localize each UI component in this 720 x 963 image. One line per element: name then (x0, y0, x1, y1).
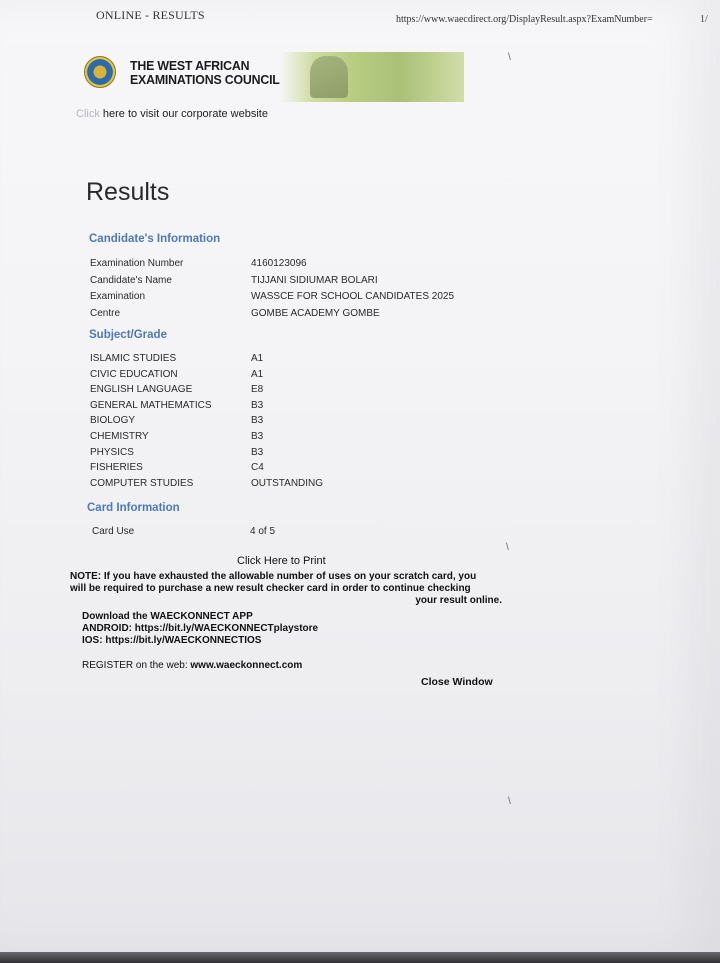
subject-value: C4 (251, 462, 264, 474)
subject-value: E8 (251, 384, 264, 396)
page-title: Results (86, 178, 170, 206)
download-app-title: Download the WAECKONNECT APP (82, 611, 253, 622)
paper-mark: \ (506, 542, 509, 553)
subject-label: CIVIC EDUCATION (90, 368, 178, 380)
logo-banner-image (280, 52, 464, 102)
close-window-button[interactable]: Close Window (421, 676, 493, 688)
print-page-number: 1/ (700, 14, 708, 25)
subject-value: B3 (251, 399, 264, 411)
card-info-heading: Card Information (87, 502, 180, 514)
waec-logo[interactable] (84, 52, 464, 106)
subject-label: ENGLISH LANGUAGE (90, 384, 193, 396)
android-app-link[interactable]: ANDROID: https://bit.ly/WAECKONNECTplaystore (82, 623, 319, 634)
print-link[interactable]: Click Here to Print (237, 555, 326, 567)
subject-grade-heading: Subject/Grade (89, 329, 167, 341)
subject-label: GENERAL MATHEMATICS (90, 399, 212, 411)
logo-title-line1: THE WEST AFRICAN (130, 58, 250, 73)
card-field-label: Card Use (92, 526, 135, 537)
subject-value: OUTSTANDING (251, 477, 324, 489)
candidate-field-value: WASSCE FOR SCHOOL CANDIDATES 2025 (251, 291, 455, 302)
candidate-field-label: Centre (90, 307, 121, 319)
subject-label: ISLAMIC STUDIES (90, 353, 177, 364)
subject-value: B3 (251, 446, 264, 458)
candidate-field-value: TIJJANI SIDIUMAR BOLARI (251, 274, 378, 286)
subject-label: BIOLOGY (90, 415, 136, 427)
register-web-line: REGISTER on the web: www.waeckonnect.com (82, 660, 303, 671)
subject-value: A1 (251, 353, 264, 364)
scratch-card-note: NOTE: If you have exhausted the allowable number of uses on your scratch card, you will be required to purchase a new result checker card in order to continue checking your result online. (70, 571, 502, 606)
paper-mark: \ (508, 796, 511, 807)
print-header-title: ONLINE - RESULTS (96, 8, 205, 22)
subject-value: B3 (251, 415, 264, 427)
candidate-info-heading: Candidate's Information (89, 233, 221, 245)
subject-label: CHEMISTRY (90, 431, 149, 442)
card-field-value: 4 of 5 (250, 526, 276, 537)
waec-seal-icon (84, 56, 116, 88)
subject-label: PHYSICS (90, 446, 134, 458)
subject-label: FISHERIES (90, 462, 143, 474)
candidate-field-value: GOMBE ACADEMY GOMBE (251, 307, 380, 319)
subject-value: B3 (251, 431, 264, 442)
candidate-field-label: Examination Number (90, 258, 184, 269)
candidate-field-label: Candidate's Name (90, 274, 172, 286)
logo-title-line2: EXAMINATIONS COUNCIL (130, 72, 280, 87)
subject-value: A1 (251, 368, 264, 380)
subject-label: COMPUTER STUDIES (90, 477, 194, 489)
page-bottom-edge (0, 952, 720, 963)
candidate-field-value: 4160123096 (251, 258, 307, 269)
corporate-website-link[interactable]: Click here to visit our corporate website (76, 108, 268, 120)
ios-app-link[interactable]: IOS: https://bit.ly/WAECKONNECTIOS (82, 635, 262, 646)
register-web-link[interactable]: www.waeckonnect.com (190, 660, 303, 671)
candidate-field-label: Examination (90, 291, 146, 302)
print-header-url: https://www.waecdirect.org/DisplayResult.aspx?ExamNumber= (396, 14, 653, 25)
paper-mark: \ (508, 52, 511, 63)
